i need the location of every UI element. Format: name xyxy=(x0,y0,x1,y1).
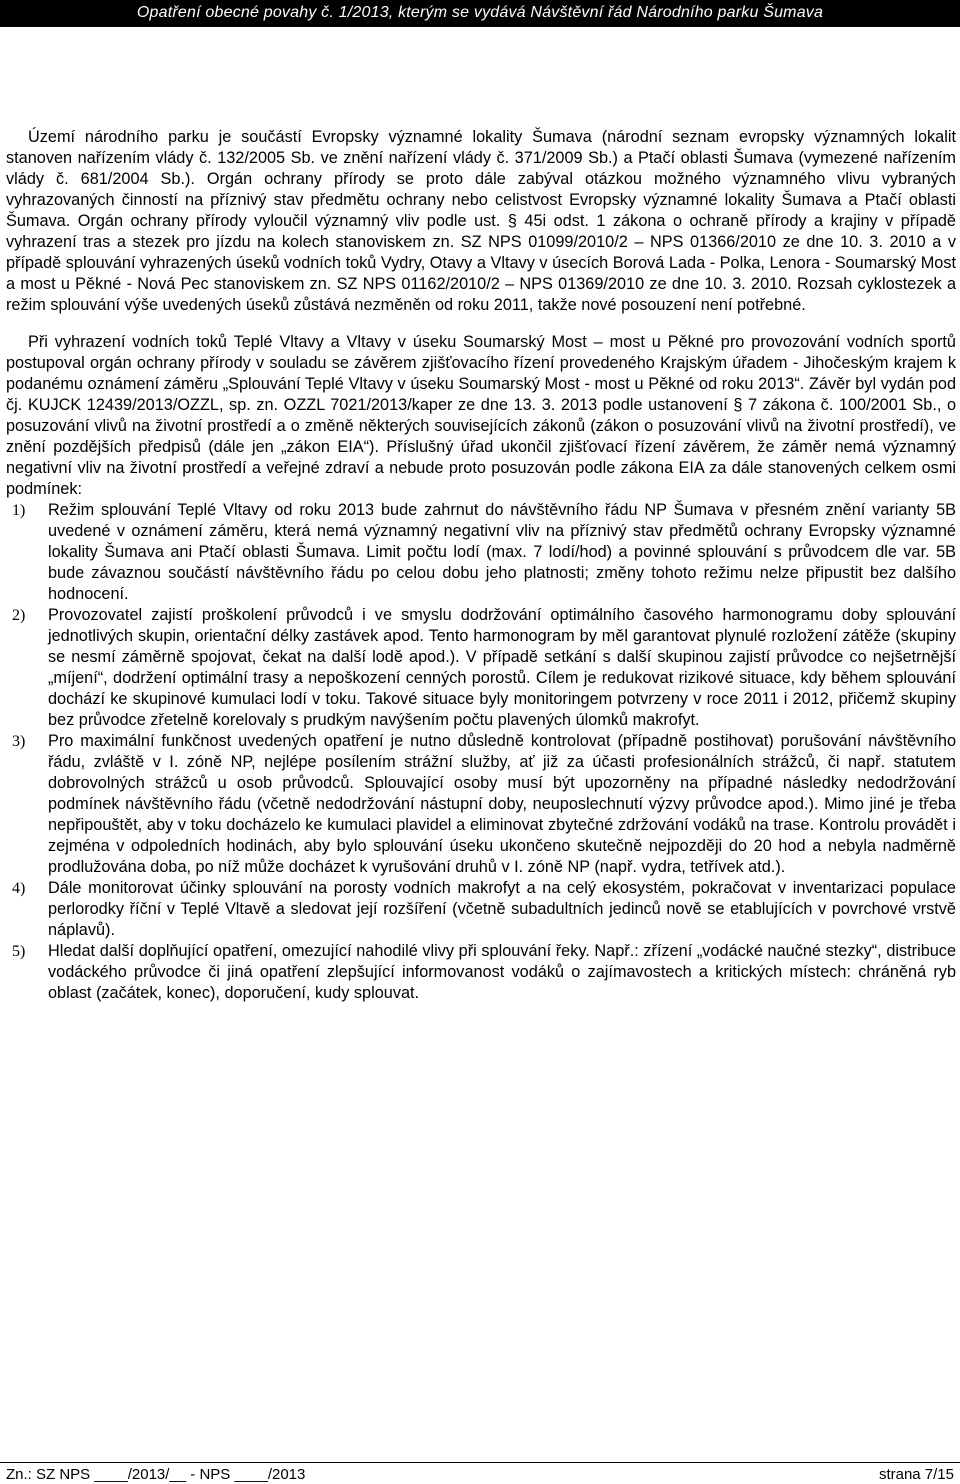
condition-number: 1) xyxy=(12,502,26,519)
condition-item xyxy=(6,731,956,878)
paragraph-eia: Při vyhrazení vodních toků Teplé Vltavy a Vltavy v úseku Soumarský Most – most u Pěkné pro provozování vodních sportů postupoval orgán ochrany přírody v souladu se závěrem zjišťovacího řízení provedeného Krajským úřadem - Jihočeským krajem k podanému oznámení záměru „Splouvání Teplé Vltavy v úseku Soumarský Most - most u Pěkné od roku 2013“. Závěr byl vydán pod čj. KUJCK 12439/2013/OZZL, sp. zn. OZZL 7021/2013/kaper ze dne 13. 3. 2013 podle ustanovení § 7 zákona č. 100/2001 Sb., o posuzování vlivů na životní prostředí a o změně některých souvisejících zákonů (zákon o posuzování vlivů na životní prostředí), ve znění pozdějších předpisů (dále jen „zákon EIA“). Příslušný úřad ukončil zjišťovací řízení závěrem, že záměr nemá významný negativní vliv na životní prostředí a veřejné zdraví a nebude proto posuzován podle zákona EIA za dále stanovených celkem osmi podmínek: xyxy=(6,333,956,498)
condition-item xyxy=(6,605,956,731)
document-body xyxy=(6,127,956,1004)
page-number: strana 7/15 xyxy=(878,1466,954,1483)
condition-number: 4) xyxy=(12,880,26,897)
condition-number: 2) xyxy=(12,607,26,624)
condition-item xyxy=(6,878,956,941)
condition-number: 3) xyxy=(12,733,26,750)
condition-text: Hledat další doplňující opatření, omezující nahodilé vlivy při splouvání řeky. Např.: zřízení „vodácké naučné stezky“, distribuce vodáckého průvodce či jiná opatření zlepšující informovanost vodáků o zajímavostech a kritických místech: chráněná ryb oblast (začátek, konec), doporučení, kudy splouvat. xyxy=(48,942,956,1002)
condition-text: Provozovatel zajistí proškolení průvodců i ve smyslu dodržování optimálního časového harmonogramu doby splouvání jednotlivých skupin, orientační délky zastávek apod. Tento harmonogram by měl garantovat plynulé rozložení zátěže (skupiny se nesmí záměrně spojovat, čekat na další lodě apod.). V případě setkání s další skupinou zajistí průvodce co nejšetrnější „míjení“, dodržení optimální trasy a nepoškození cenných porostů. Cílem je redukovat rizikové situace, kdy během splouvání dochází ke skupinové kumulaci lodí v toku. Takové situace byly monitoringem potvrzeny v roce 2011 i 2012, přičemž skupiny bez průvodce zřetelně korelovaly s prudkým navýšením počtu plavených úlomků makrofyt. xyxy=(48,606,956,729)
header-bar xyxy=(0,0,960,27)
paragraph-natura: Území národního parku je součástí Evropsky významné lokality Šumava (národní seznam evropsky významných lokalit stanoven nařízením vlády č. 132/2005 Sb. ve znění nařízení vlády č. 371/2009 Sb.) a Ptačí oblasti Šumava (vymezené nařízením vlády č. 681/2004 Sb.). Orgán ochrany přírody se proto dále zabýval otázkou možného významného vlivu vybraných vyhrazovaných činností na příznivý stav předmětu ochrany nebo celistvost Evropsky významné lokality Šumava a Ptačí oblasti Šumava. Orgán ochrany přírody vyloučil významný vliv podle ust. § 45i odst. 1 zákona o ochraně přírody a krajiny v případě vyhrazení tras a stezek pro jízdu na kolech stanoviskem zn. SZ NPS 01099/2010/2 – NPS 01366/2010 ze dne 10. 3. 2010 a v případě splouvání vyhrazených úseků vodních toků Vydry, Otavy a Vltavy v úsecích Borová Lada - Polka, Lenora - Soumarský Most a most u Pěkné - Nová Pec stanoviskem zn. SZ NPS 01162/2010/2 – NPS 01369/2010 ze dne 10. 3. 2010. Rozsah cyklostezek a režim splouvání výše uvedených úseků zůstává nezměněn od roku 2011, takže nové posouzení není potřebné. xyxy=(6,128,956,314)
condition-number: 5) xyxy=(12,943,26,960)
condition-text: Dále monitorovat účinky splouvání na porosty vodních makrofyt a na celý ekosystém, pokračovat v inventarizaci populace perlorodky říční v Teplé Vltavě a sledovat její rozšíření (včetně subadultních jedinců nově se etablujících v povrchové vrstvě náplavů). xyxy=(48,879,956,939)
conditions-list xyxy=(6,500,956,1004)
footer-reference: Zn.: SZ NPS ____/2013/__ - NPS ____/2013 xyxy=(6,1466,306,1483)
footer-divider xyxy=(0,1462,960,1463)
condition-text: Pro maximální funkčnost uvedených opatření je nutno důsledně kontrolovat (případně postihovat) porušování návštěvního řádu, zvláště v I. zóně NP, nejlépe posílením strážní služby, ať již za účasti profesionálních strážců, či např. statutem dobrovolných strážců u osob průvodců. Splouvající osoby musí být upozorněny na případné následky nedodržování podmínek návštěvního řádu (včetně nedodržování nástupní doby, neuposlechnutí výzvy průvodce apod.). Mimo jiné je třeba nepřipouštět, aby v toku docházelo ke kumulaci plavidel a eliminovat zbytečné zdržování vodáků na trase. Kontrolu provádět i zejména v odpoledních hodinách, aby bylo splouvání úseku ukončeno skutečně nejpozději do 20 hod a nebyla nadměrně prodlužována doba, po níž může docházet k vyrušování druhů v I. zóně NP (např. vydra, tetřívek atd.). xyxy=(48,732,956,876)
condition-text: Režim splouvání Teplé Vltavy od roku 2013 bude zahrnut do návštěvního řádu NP Šumava v přesném znění varianty 5B uvedené v oznámení záměru, která nemá významný negativní vliv na příznivý stav předmětů ochrany Evropsky významné lokality Šumava ani Ptačí oblasti Šumava. Limit počtu lodí (max. 7 lodí/hod) a povinné splouvání s průvodcem dle var. 5B bude závaznou součástí návštěvního řádu po celou dobu jeho platnosti; změny tohoto režimu nelze připustit bez dalšího hodnocení. xyxy=(48,501,956,603)
condition-item xyxy=(6,941,956,1004)
document-title: Opatření obecné povahy č. 1/2013, kterým se vydává Návštěvní řád Národního parku Šumava xyxy=(136,4,824,21)
condition-item xyxy=(6,500,956,605)
